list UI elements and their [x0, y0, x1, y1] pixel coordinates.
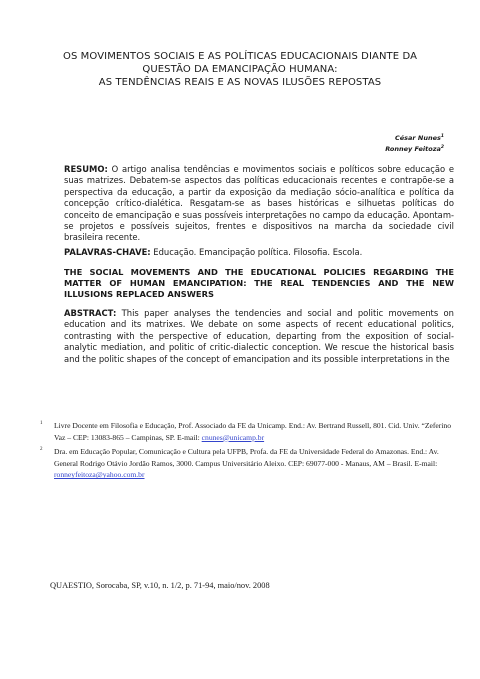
palavras-chave-label: PALAVRAS-CHAVE: [64, 247, 151, 257]
author-2 [385, 143, 444, 154]
abstract-text: This paper analyses the tendencies and social and politic movements on education and its matrixes. We debate on some aspects of recent educational politics, contrasting with the perspective of education, departing from the exposition of social-analytic mediation, and politic of critic-dialectic conception. We rescue the historical basis and the politic shapes of the concept of emancipation and its possible interpretations in the [64, 308, 454, 364]
paper-title [40, 50, 440, 89]
footnote-1 [40, 420, 455, 443]
author-2-mark: 2 [440, 145, 444, 151]
resumo-label: RESUMO: [64, 164, 108, 174]
resumo-paragraph [64, 164, 454, 244]
resumo-text: O artigo analisa tendências e movimentos sociais e políticos sobre educação e suas matrizes. Debatem-se aspectos das políticas educacionais recentes e contrapõe-se a perspectiva da educação, a partir da exposição da mediação sócio-analítica e política da concepção crítico-dialética. Resgatam-se as bases históricas e silhuetas políticas do conceito de emancipação e suas possíveis interpretações no campo da educação. Apontam-se projetos e possíveis sujeitos, frentes e dispositivos na marcha da sociedade civil brasileira recente. [64, 164, 454, 243]
footnote-1-text [54, 420, 455, 443]
footnote-2-mark: 2 [40, 447, 43, 452]
palavras-chave-text: Educação. Emancipação política. Filosofia. Escola. [150, 247, 363, 257]
author-1 [385, 132, 444, 143]
footnote-2 [40, 446, 455, 481]
title-line-2: QUESTÃO DA EMANCIPAÇÃO HUMANA: [142, 64, 338, 75]
abstract-paragraph [64, 308, 454, 365]
abstract-label: ABSTRACT: [64, 308, 117, 318]
author-2-name: Ronney Feitoza [385, 145, 441, 154]
english-title: THE SOCIAL MOVEMENTS AND THE EDUCATIONAL POLICIES REGARDING THE MATTER OF HUMAN EMANCIPATION: THE REAL TENDENCIES AND THE NEW ILLUSIONS REPLACED ANSWERS [64, 267, 454, 300]
footnote-2-body: Dra. em Educação Popular, Comunicação e Cultura pela UFPB, Profa. da FE da Universidade Federal do Amazonas. End.: Av. General Rodrigo Otávio Jordão Ramos, 3000. Campus Universitário Aleixo. CEP: 69077-000 - Manaus, AM – Brasil. E-mail: [54, 447, 439, 468]
author-1-name: César Nunes [394, 134, 441, 143]
footnote-1-body: Livre Docente em Filosofia e Educação, Prof. Associado da FE da Unicamp. End.: Av. Bertrand Russell, 801. Cid. Univ. “Zeferino Vaz – CEP: 13083-865 – Campinas, SP. E-mail: [54, 421, 452, 442]
journal-footer: QUAESTIO, Sorocaba, SP, v.10, n. 1/2, p. 71-94, maio/nov. 2008 [50, 581, 270, 590]
title-line-1: OS MOVIMENTOS SOCIAIS E AS POLÍTICAS EDUCACIONAIS DIANTE DA [62, 51, 418, 62]
author-1-mark: 1 [440, 134, 444, 139]
footnote-1-mark: 1 [40, 421, 43, 426]
footnote-2-email-link[interactable]: ronneyfeitoza@yahoo.com.br [54, 470, 145, 480]
author-list [385, 132, 444, 154]
footnote-1-email-link[interactable]: cnunes@unicamp.br [201, 432, 265, 442]
footnote-2-text [54, 446, 455, 481]
title-line-3: AS TENDÊNCIAS REAIS E AS NOVAS ILUSÕES REPOSTAS [98, 77, 382, 88]
palavras-chave-paragraph [64, 247, 454, 258]
